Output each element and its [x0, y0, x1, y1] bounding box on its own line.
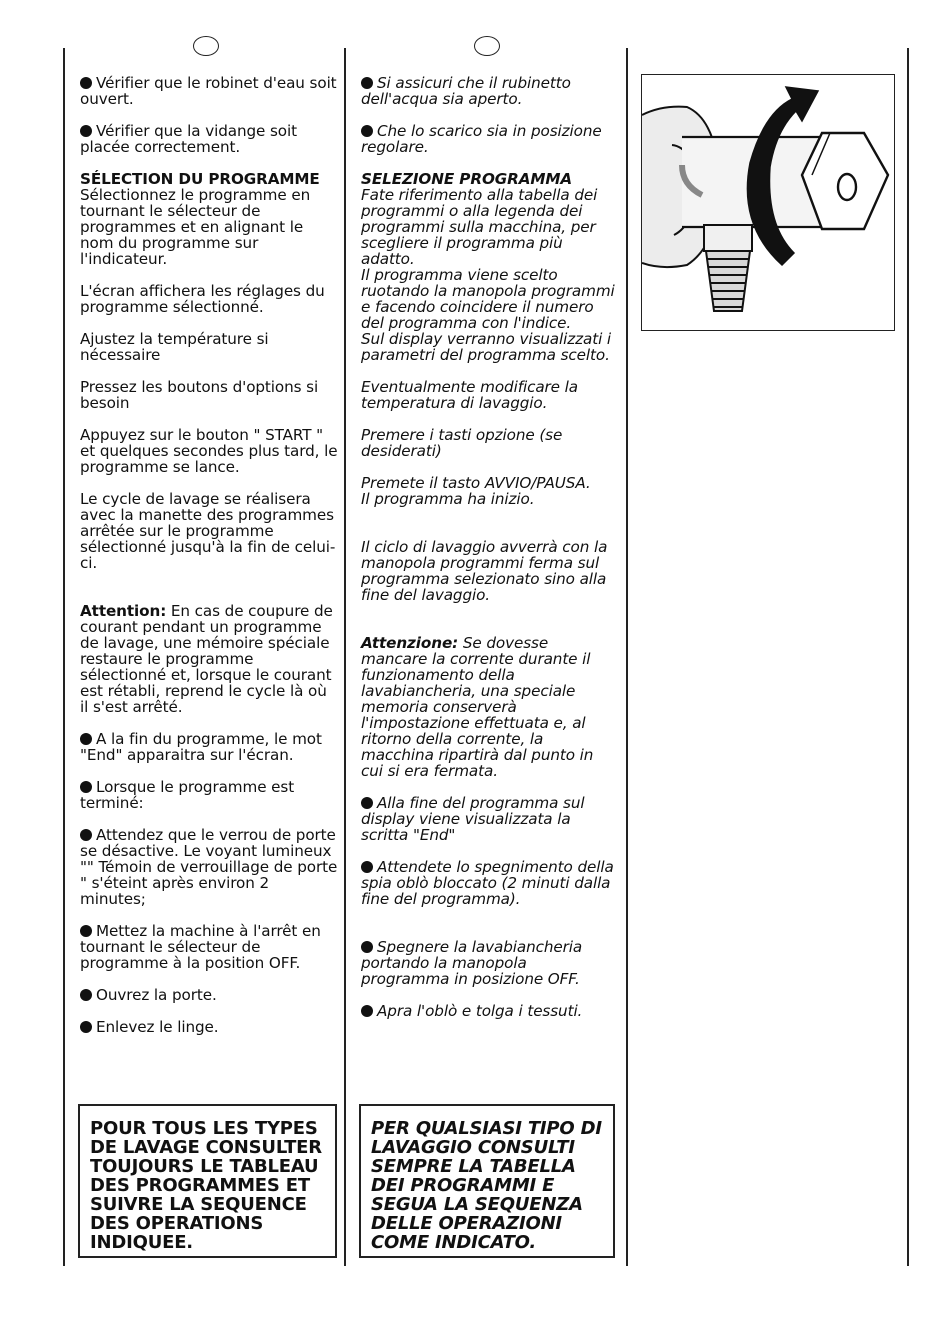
french-selection-title: SÉLECTION DU PROGRAMME: [80, 170, 320, 188]
bullet-icon: [80, 829, 92, 841]
french-options-text: Pressez les boutons d'options si besoin: [80, 378, 319, 412]
bullet-icon: [361, 1005, 373, 1017]
french-cycle-text: Le cycle de lavage se réalisera avec la manette des programmes arrêtée sur le programme sélectionné jusqu'à la fin de celui-ci.: [80, 490, 336, 572]
italian-options-text: Premere i tasti opzione (se desiderati): [361, 426, 563, 460]
bullet-icon: [80, 77, 92, 89]
italian-selection-text: Fate riferimento alla tabella dei programmi o alla legenda dei programmi sulla macchina, per scegliere il programma più adatto.: [361, 186, 598, 268]
french-temperature-text: Ajustez la température si nécessaire: [80, 330, 269, 364]
bullet-icon: [361, 797, 373, 809]
italian-column: [361, 75, 619, 1035]
french-start-text: Appuyez sur le bouton " START " et quelques secondes plus tard, le programme se lance.: [80, 426, 338, 476]
italian-start-text: Premete il tasto AVVIO/PAUSA. Il programma ha inizio.: [361, 474, 591, 508]
column-rule-2: [344, 48, 346, 1266]
column-rule-1: [63, 48, 65, 1266]
language-flag-it: [474, 36, 500, 56]
column-rule-3: [626, 48, 628, 1266]
bullet-icon: [80, 781, 92, 793]
french-column: [80, 75, 338, 1051]
bullet-icon: [361, 125, 373, 137]
italian-selection-text-2: Il programma viene scelto ruotando la manopola programmi e facendo coincidere il numero del programma con l'indice.: [361, 266, 615, 332]
italian-temperature-text: Eventualmente modificare la temperatura di lavaggio.: [361, 378, 578, 412]
italian-selection-title: SELEZIONE PROGRAMMA: [361, 170, 573, 188]
italian-attention: [361, 635, 619, 779]
italian-item-door-lock: Attendete lo spegnimento della spia oblò bloccato (2 minuti dalla fine del programma).: [361, 858, 614, 908]
bullet-icon: [80, 925, 92, 937]
language-flag-fr: [193, 36, 219, 56]
french-attention: [80, 603, 338, 715]
bullet-icon: [80, 125, 92, 137]
french-item-open-door: Ouvrez la porte.: [80, 987, 338, 1003]
italian-item-open-door: Apra l'oblò e tolga i tessuti.: [361, 1003, 619, 1019]
french-item-remove-laundry: Enlevez le linge.: [80, 1019, 338, 1035]
french-item-end: A la fin du programme, le mot "End" apparaitra sur l'écran.: [80, 730, 322, 764]
french-item-finished: Lorsque le programme est terminé:: [80, 778, 295, 812]
italian-note-box: [359, 1104, 615, 1258]
italian-item-end: Alla fine del programma sul display viene visualizzata la scritta "End": [361, 794, 585, 844]
tap-illustration: [641, 74, 895, 331]
french-item-drain: Vérifier que la vidange soit placée correctement.: [80, 122, 297, 156]
italian-attention-label: Attenzione:: [361, 634, 459, 652]
french-note-text: POUR TOUS LES TYPES DE LAVAGE CONSULTER TOUJOURS LE TABLEAU DES PROGRAMMES ET SUIVRE LA SEQUENCE DES OPERATIONS INDIQUEE.: [90, 1118, 322, 1253]
italian-cycle-text: Il ciclo di lavaggio avverrà con la manopola programmi ferma sul programma selezionato sino alla fine del lavaggio.: [361, 538, 608, 604]
french-attention-text: En cas de coupure de courant pendant un programme de lavage, une mémoire spéciale restaure le programme sélectionné et, lorsque le courant est rétabli, reprend le cycle là où il s'est arrêté.: [80, 602, 333, 716]
french-attention-label: Attention:: [80, 602, 167, 620]
bullet-icon: [80, 1021, 92, 1033]
french-selection: [80, 171, 338, 267]
italian-note-text: PER QUALSIASI TIPO DI LAVAGGIO CONSULTI SEMPRE LA TABELLA DEI PROGRAMMI E SEGUA LA SEQUENZA DELLE OPERAZIONI COME INDICATO.: [371, 1118, 602, 1253]
french-selection-text: Sélectionnez le programme en tournant le sélecteur de programmes et en alignant le nom du programme sur l'indicateur.: [80, 186, 311, 268]
bullet-icon: [361, 941, 373, 953]
french-screen-text: L'écran affichera les réglages du programme sélectionné.: [80, 282, 325, 316]
bullet-icon: [361, 77, 373, 89]
french-item-door-lock: Attendez que le verrou de porte se désactive. Le voyant lumineux "" Témoin de verrouillage de porte " s'éteint après environ 2 minutes;: [80, 826, 338, 908]
column-rule-4: [907, 48, 909, 1266]
italian-selection: [361, 171, 619, 363]
french-note-box: [78, 1104, 337, 1258]
italian-item-off: Spegnere la lavabiancheria portando la manopola programma in posizione OFF.: [361, 938, 583, 988]
french-item-tap: Vérifier que le robinet d'eau soit ouvert.: [80, 74, 337, 108]
bullet-icon: [361, 861, 373, 873]
italian-selection-text-3: Sul display verranno visualizzati i parametri del programma scelto.: [361, 330, 612, 364]
italian-item-drain: Che lo scarico sia in posizione regolare.: [361, 122, 602, 156]
french-item-off: Mettez la machine à l'arrêt en tournant le sélecteur de programme à la position OFF.: [80, 922, 321, 972]
water-tap-open-icon: [642, 75, 893, 329]
bullet-icon: [80, 989, 92, 1001]
italian-attention-text: Se dovesse mancare la corrente durante il funzionamento della lavabiancheria, una speciale memoria conserverà l'impostazione effettuata e, al ritorno della corrente, la macchina ripartirà dal punto in cui si era fermata.: [361, 634, 594, 780]
bullet-icon: [80, 733, 92, 745]
italian-item-tap: Si assicuri che il rubinetto dell'acqua sia aperto.: [361, 74, 571, 108]
